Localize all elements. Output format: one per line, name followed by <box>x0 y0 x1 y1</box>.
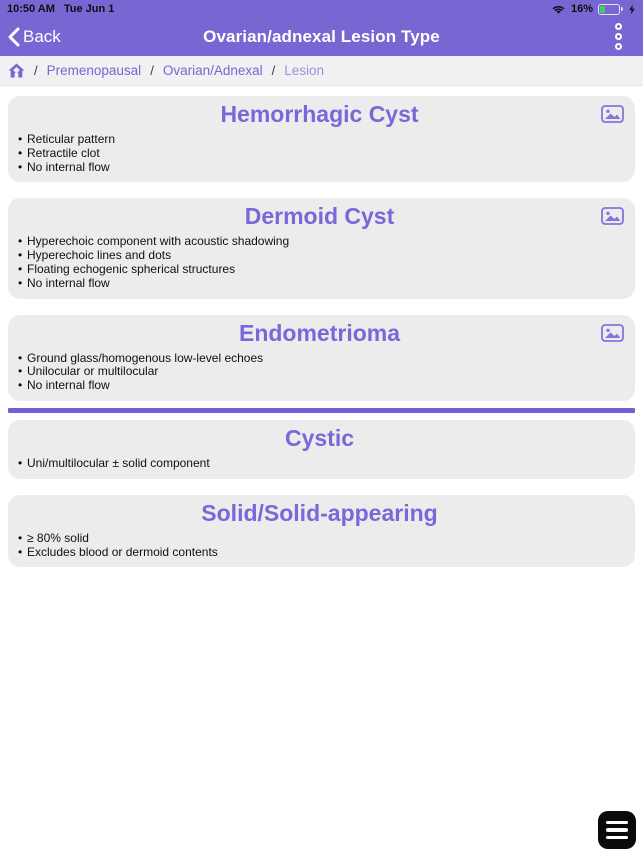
lesion-card-list <box>0 86 643 567</box>
overflow-dot-icon <box>615 43 622 50</box>
card-solid[interactable] <box>8 495 635 568</box>
status-bar <box>0 0 643 17</box>
card-endometrioma[interactable] <box>8 315 635 401</box>
hamburger-icon <box>606 836 628 840</box>
quick-menu-button[interactable] <box>598 811 636 849</box>
hamburger-icon <box>606 821 628 825</box>
bullet-item: • Excludes blood or dermoid contents <box>14 546 625 560</box>
status-date: Tue Jun 1 <box>63 3 115 15</box>
bullet-item: • Hyperechoic lines and dots <box>14 249 625 263</box>
charging-bolt-icon <box>628 4 636 15</box>
breadcrumb-item-lesion: Lesion <box>284 63 325 78</box>
status-left <box>7 3 114 15</box>
breadcrumb <box>0 56 643 86</box>
bullet-item: • No internal flow <box>14 379 625 393</box>
bullet-item: • Reticular pattern <box>14 133 625 147</box>
card-dermoid-cyst[interactable] <box>8 198 635 298</box>
navbar <box>0 17 643 56</box>
breadcrumb-item-premenopausal[interactable]: Premenopausal <box>46 63 142 78</box>
page-title: Ovarian/adnexal Lesion Type <box>203 26 440 46</box>
image-icon[interactable] <box>601 324 624 342</box>
card-title: Endometrioma <box>238 319 401 346</box>
breadcrumb-item-ovarian-adnexal[interactable]: Ovarian/Adnexal <box>162 63 263 78</box>
back-label: Back <box>23 26 61 46</box>
image-icon[interactable] <box>601 105 624 123</box>
overflow-menu-button[interactable] <box>615 17 622 56</box>
overflow-dot-icon <box>615 33 622 40</box>
overflow-dot-icon <box>615 23 622 30</box>
card-bullets <box>14 133 625 174</box>
chevron-left-icon <box>8 27 20 47</box>
breadcrumb-separator: / <box>271 63 276 78</box>
bullet-item: • Unilocular or multilocular <box>14 365 625 379</box>
home-icon[interactable] <box>8 63 25 78</box>
bullet-item: • No internal flow <box>14 277 625 291</box>
breadcrumb-separator: / <box>34 63 38 78</box>
image-icon[interactable] <box>601 207 624 225</box>
bullet-item: • Uni/multilocular ± solid component <box>14 457 625 471</box>
breadcrumb-separator: / <box>150 63 154 78</box>
hamburger-icon <box>606 828 628 832</box>
bullet-item: • Hyperechoic component with acoustic shadowing <box>14 235 625 249</box>
wifi-icon <box>551 4 566 15</box>
card-hemorrhagic-cyst[interactable] <box>8 96 635 182</box>
battery-fill <box>600 6 605 13</box>
bullet-item: • Ground glass/homogenous low-level echoes <box>14 352 625 366</box>
section-divider <box>8 408 635 413</box>
card-bullets <box>14 532 625 560</box>
card-title: Cystic <box>284 424 355 451</box>
status-right <box>551 3 636 15</box>
bullet-item: • ≥ 80% solid <box>14 532 625 546</box>
status-time: 10:50 AM <box>7 3 55 15</box>
card-title: Hemorrhagic Cyst <box>220 101 419 127</box>
card-title: Solid/Solid-appearing <box>201 499 438 526</box>
card-bullets <box>14 352 625 393</box>
card-cystic[interactable] <box>8 420 635 479</box>
battery-percent: 16% <box>570 3 593 15</box>
bullet-item: • No internal flow <box>14 161 625 175</box>
bullet-item: • Retractile clot <box>14 147 625 161</box>
card-bullets <box>14 235 625 290</box>
card-bullets <box>14 457 625 471</box>
bullet-item: • Floating echogenic spherical structures <box>14 263 625 277</box>
battery-icon <box>598 4 623 15</box>
card-title: Dermoid Cyst <box>244 203 395 230</box>
back-button[interactable] <box>8 17 61 56</box>
